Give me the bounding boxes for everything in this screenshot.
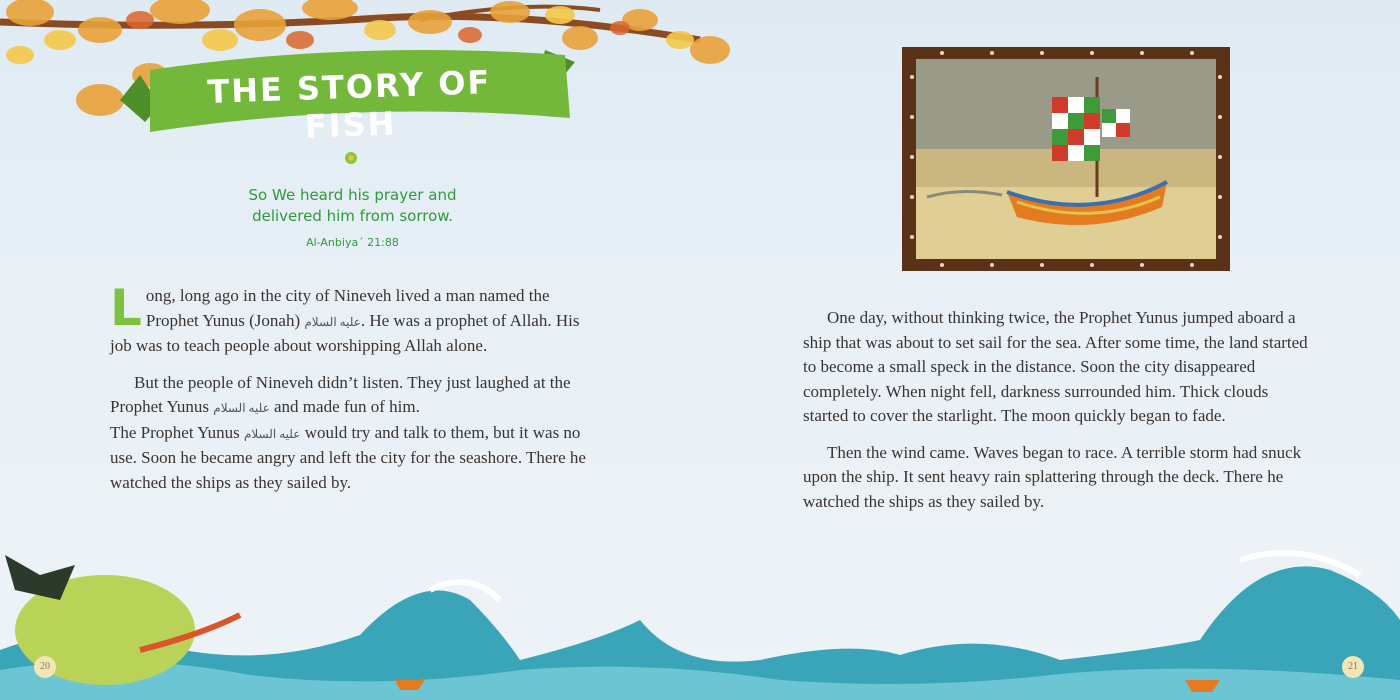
paragraph: One day, without thinking twice, the Prophet Yunus jumped aboard a ship that was about to set sail for the sea. After some time, the land started to become a small speck in the distance. Soon the city disappeared completely. When night fell, darkness surrounded him. Thick clouds started to cover the starlight. The moon quickly began to fade. [803, 308, 1308, 425]
verse-line-2: delivered him from sorrow. [252, 207, 453, 225]
paragraph [110, 371, 590, 496]
ship-illustration [902, 47, 1230, 271]
paragraph-text: ong, long ago in the city of Nineveh lived a man named the Prophet Yunus (Jonah) [145, 286, 550, 330]
paragraph [110, 279, 590, 359]
ocean-waves-illustration [0, 530, 1400, 700]
paragraph-text: and made fun of him. [274, 397, 420, 416]
paragraph: Then the wind came. Waves began to race. A terrible storm had snuck upon the ship. It sent heavy rain splattering through the deck. There he watched the ships as they sailed by. [803, 442, 1302, 511]
flower-ornament-icon [343, 150, 359, 166]
left-page-text [110, 279, 590, 507]
verse-quote [200, 185, 505, 227]
peace-be-upon-him-icon: عليه السلام [213, 401, 270, 415]
paragraph-text: The Prophet Yunus [110, 422, 240, 442]
verse-line-1: So We heard his prayer and [248, 186, 457, 204]
verse-reference: Al-Anbiya´ 21:88 [306, 236, 399, 249]
paragraph-text: . He was a prophet of Allah. His job was to teach people about worshipping Allah alone. [110, 310, 580, 355]
page-number-left: 20 [34, 656, 56, 678]
page-number-right: 21 [1342, 656, 1364, 678]
peace-be-upon-him-icon: عليه السلام [304, 314, 361, 329]
right-page-text [803, 306, 1308, 526]
paragraph-text: would try and talk to them, but it was no use. Soon he became angry and left the city for the seashore. There he watched the ships as they sailed by. [110, 422, 586, 492]
paragraph-text: But the people of Nineveh didn’t listen. They just laughed at the Prophet Yunus [110, 372, 571, 416]
story-title: THE STORY OF FISH [206, 63, 492, 146]
drop-cap: L [110, 279, 142, 337]
peace-be-upon-him-icon: عليه السلام [243, 426, 301, 441]
